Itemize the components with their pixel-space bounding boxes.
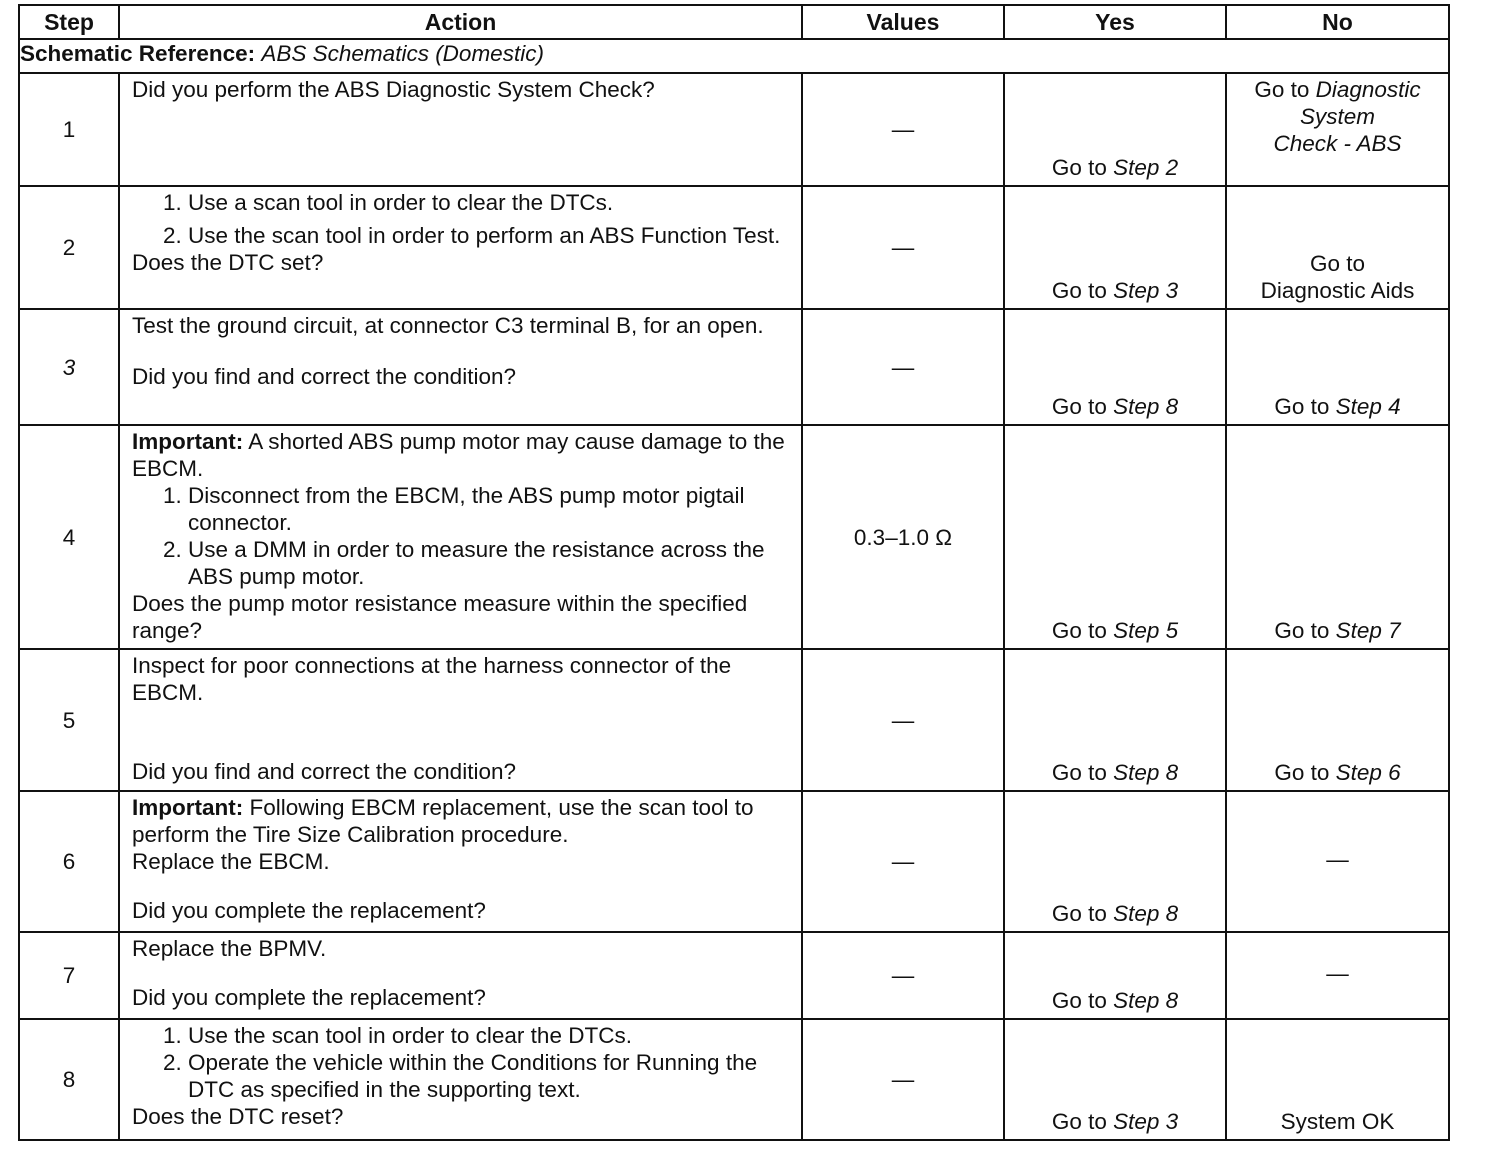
action-question: Did you complete the replacement?: [132, 985, 486, 1010]
action-list-item: 1. Use the scan tool in order to clear the DTCs.: [188, 1022, 793, 1049]
no-text: Diagnostic Aids: [1260, 278, 1415, 303]
value-cell: —: [802, 1019, 1004, 1140]
no-cell: [1226, 425, 1449, 649]
no-link: Step 6: [1335, 760, 1401, 785]
schematic-reference-value: ABS Schematics (Domestic): [261, 41, 544, 66]
header-step: Step: [19, 5, 119, 39]
yes-prefix: Go to: [1051, 988, 1107, 1013]
table-row: [19, 649, 1449, 791]
no-link: Step 7: [1335, 618, 1401, 643]
action-cell: [119, 649, 802, 791]
important-text: Following EBCM replacement, use the scan tool to perform the Tire Size Calibration procedure.: [132, 795, 754, 847]
yes-cell: [1004, 309, 1226, 425]
yes-prefix: Go to: [1051, 760, 1107, 785]
action-cell: [119, 73, 802, 186]
action-cell: [119, 932, 802, 1019]
no-cell: —: [1226, 791, 1449, 932]
yes-link: Step 2: [1113, 155, 1179, 180]
action-question: Did you complete the replacement?: [132, 898, 486, 923]
important-text: A shorted ABS pump motor may cause damage to the EBCM.: [132, 429, 785, 481]
no-prefix: Go to: [1274, 760, 1330, 785]
no-link: Step 4: [1335, 394, 1401, 419]
header-action: Action: [119, 5, 802, 39]
action-list-item: 2. Use a DMM in order to measure the resistance across the ABS pump motor.: [188, 536, 793, 590]
yes-link: Step 3: [1113, 278, 1179, 303]
yes-prefix: Go to: [1051, 618, 1107, 643]
step-number: 1: [19, 73, 119, 186]
action-text: Replace the BPMV.: [132, 936, 327, 961]
action-cell: [119, 309, 802, 425]
header-yes: Yes: [1004, 5, 1226, 39]
action-question: Does the DTC set?: [132, 250, 324, 275]
table-row: [19, 1019, 1449, 1140]
yes-link: Step 5: [1113, 618, 1179, 643]
action-list-item: 2. Operate the vehicle within the Conditions for Running the DTC as specified in the supporting text.: [188, 1049, 793, 1103]
table-row: [19, 932, 1449, 1019]
header-values: Values: [802, 5, 1004, 39]
action-list: [132, 1022, 793, 1103]
yes-cell: [1004, 73, 1226, 186]
yes-prefix: Go to: [1051, 1109, 1107, 1134]
yes-prefix: Go to: [1051, 155, 1107, 180]
no-prefix: Go to: [1274, 618, 1330, 643]
step-number: 6: [19, 791, 119, 932]
schematic-reference-row: [19, 39, 1449, 73]
action-list: [132, 482, 793, 590]
no-cell: System OK: [1226, 1019, 1449, 1140]
action-list-item: 2. Use the scan tool in order to perform an ABS Function Test.: [188, 222, 793, 249]
action-question: Did you find and correct the condition?: [132, 759, 516, 784]
no-prefix: Go to: [1274, 394, 1330, 419]
important-label: Important:: [132, 795, 244, 820]
action-text: Replace the EBCM.: [132, 849, 330, 874]
action-text: Did you perform the ABS Diagnostic System Check?: [132, 77, 655, 102]
no-link: Check - ABS: [1273, 131, 1402, 156]
action-question: Does the pump motor resistance measure within the specified range?: [132, 591, 748, 643]
value-cell: —: [802, 309, 1004, 425]
table-row: [19, 425, 1449, 649]
no-cell: [1226, 186, 1449, 309]
no-text: Go to: [1309, 251, 1366, 276]
no-cell: [1226, 649, 1449, 791]
table-row: [19, 186, 1449, 309]
yes-cell: [1004, 186, 1226, 309]
yes-link: Step 8: [1113, 988, 1179, 1013]
header-row: [19, 5, 1449, 39]
yes-prefix: Go to: [1051, 278, 1107, 303]
yes-cell: [1004, 1019, 1226, 1140]
step-number: 8: [19, 1019, 119, 1140]
value-cell: —: [802, 791, 1004, 932]
table-row: [19, 309, 1449, 425]
value-cell: —: [802, 649, 1004, 791]
yes-prefix: Go to: [1051, 394, 1107, 419]
table-row: [19, 73, 1449, 186]
yes-cell: [1004, 791, 1226, 932]
action-list-item: 1. Use a scan tool in order to clear the DTCs.: [188, 189, 793, 216]
step-number: 4: [19, 425, 119, 649]
yes-link: Step 8: [1113, 901, 1179, 926]
yes-link: Step 3: [1113, 1109, 1179, 1134]
schematic-reference: [19, 39, 1449, 73]
step-number: 5: [19, 649, 119, 791]
no-cell: [1226, 73, 1449, 186]
no-cell: —: [1226, 932, 1449, 1019]
no-link: Diagnostic: [1315, 77, 1421, 102]
yes-cell: [1004, 932, 1226, 1019]
value-cell: —: [802, 186, 1004, 309]
yes-cell: [1004, 649, 1226, 791]
action-text: Test the ground circuit, at connector C3 terminal B, for an open.: [132, 313, 764, 338]
value-cell: —: [802, 73, 1004, 186]
no-link: System: [1299, 104, 1375, 129]
action-question: Does the DTC reset?: [132, 1104, 344, 1129]
important-note: [132, 428, 793, 482]
action-cell: [119, 791, 802, 932]
yes-link: Step 8: [1113, 394, 1179, 419]
header-no: No: [1226, 5, 1449, 39]
action-cell: [119, 1019, 802, 1140]
step-number: 7: [19, 932, 119, 1019]
diagnostic-table: [18, 4, 1450, 1141]
step-number: 2: [19, 186, 119, 309]
action-list: [132, 189, 793, 249]
important-note: [132, 794, 793, 848]
step-number: 3: [19, 309, 119, 425]
value-cell: 0.3–1.0 Ω: [802, 425, 1004, 649]
action-text: Inspect for poor connections at the harness connector of the EBCM.: [132, 653, 732, 705]
no-cell: [1226, 309, 1449, 425]
action-cell: [119, 425, 802, 649]
yes-cell: [1004, 425, 1226, 649]
yes-link: Step 8: [1113, 760, 1179, 785]
action-list-item: 1. Disconnect from the EBCM, the ABS pump motor pigtail connector.: [188, 482, 793, 536]
schematic-reference-label: Schematic Reference:: [20, 41, 256, 66]
no-prefix: Go to: [1254, 77, 1310, 102]
yes-prefix: Go to: [1051, 901, 1107, 926]
value-cell: —: [802, 932, 1004, 1019]
action-question: Did you find and correct the condition?: [132, 364, 516, 389]
table-row: [19, 791, 1449, 932]
action-cell: [119, 186, 802, 309]
important-label: Important:: [132, 429, 244, 454]
